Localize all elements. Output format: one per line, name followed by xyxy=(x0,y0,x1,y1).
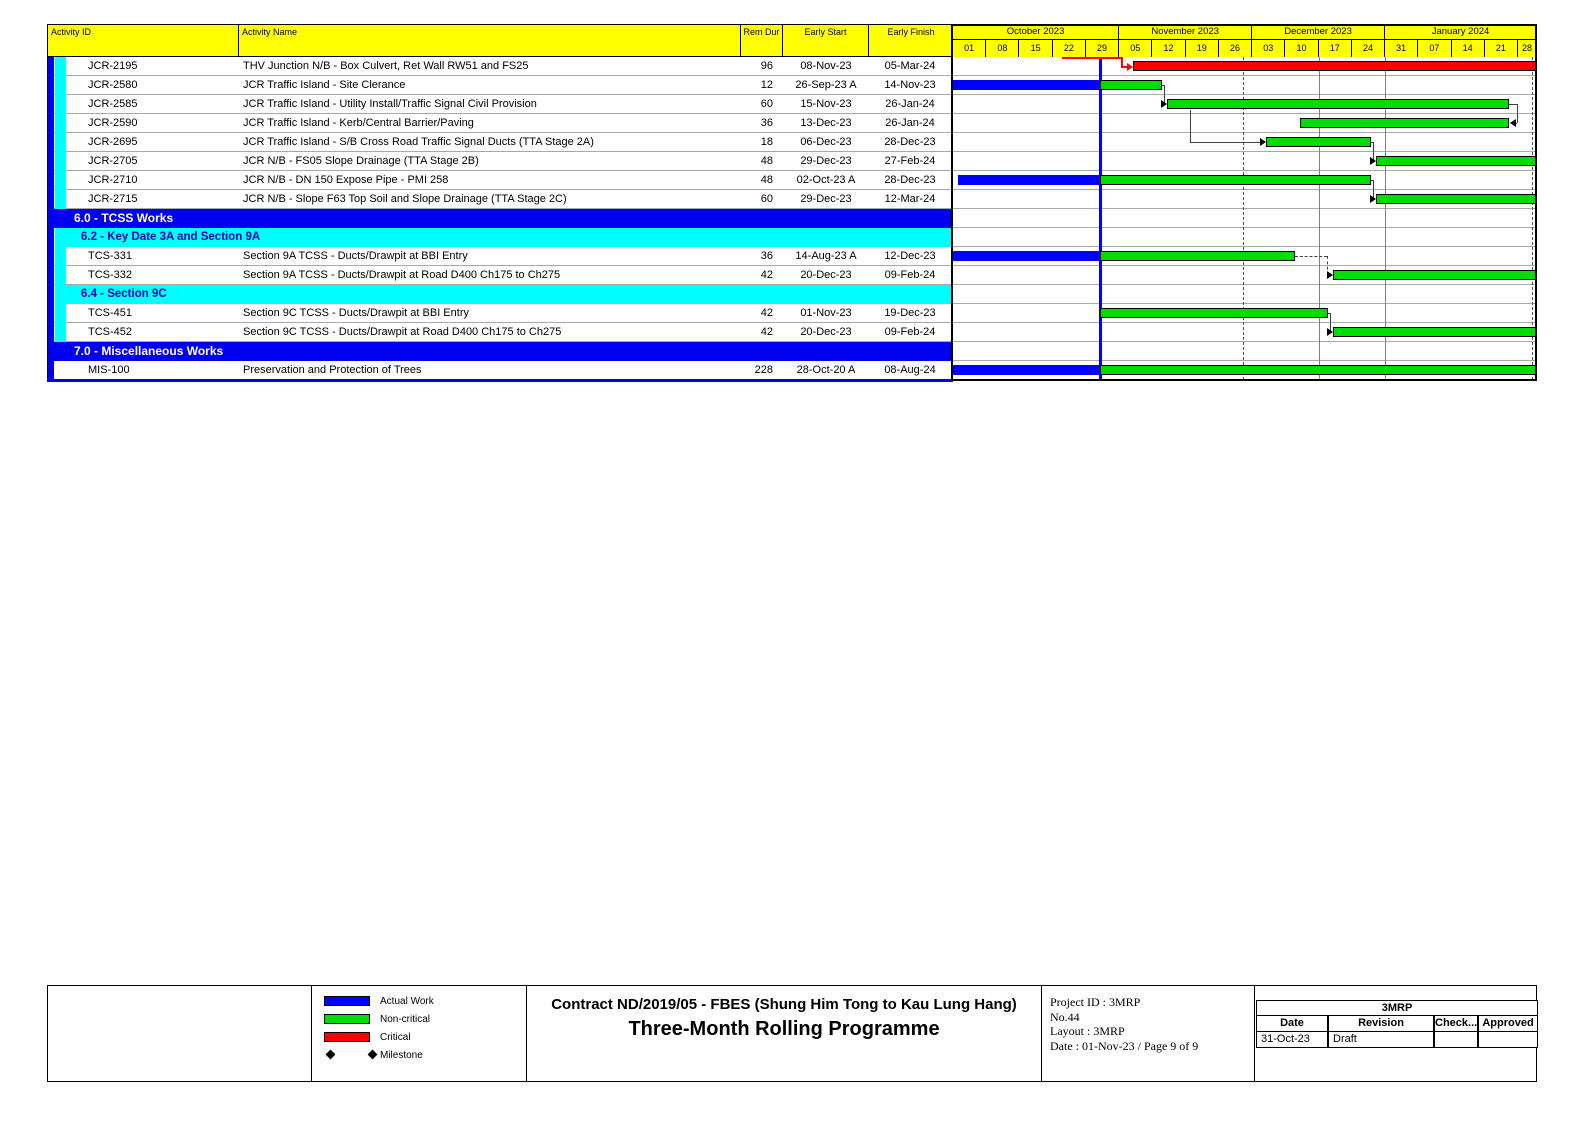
gantt-row-separator xyxy=(953,132,1537,133)
section-label: 6.0 - TCSS Works xyxy=(74,211,174,225)
early-finish-cell: 27-Feb-24 xyxy=(884,155,936,167)
activity-name-cell: Section 9C TCSS - Ducts/Drawpit at BBI Entry xyxy=(243,307,469,319)
rem-dur-cell: 18 xyxy=(760,136,773,148)
early-finish-cell: 26-Jan-24 xyxy=(885,117,935,129)
gantt-row-separator xyxy=(953,208,1537,209)
table-row[interactable] xyxy=(48,361,954,380)
activity-name-cell: Preservation and Protection of Trees xyxy=(243,364,422,376)
early-finish-cell: 09-Feb-24 xyxy=(884,326,936,338)
group-band xyxy=(55,152,66,171)
week-header: 01 xyxy=(953,40,986,57)
week-header: 28 xyxy=(1518,40,1537,57)
activity-id-cell: JCR-2195 xyxy=(88,60,138,72)
activity-table xyxy=(47,57,953,380)
table-row[interactable] xyxy=(48,304,954,323)
gantt-bar-noncritical[interactable] xyxy=(1100,365,1537,375)
legend xyxy=(312,986,526,1081)
table-row[interactable] xyxy=(48,190,954,209)
early-start-cell: 20-Dec-23 xyxy=(800,326,852,338)
section-row[interactable] xyxy=(48,209,954,228)
rem-dur-cell: 42 xyxy=(760,269,773,281)
rem-dur-cell: 48 xyxy=(760,174,773,186)
early-start-cell: 29-Dec-23 xyxy=(800,193,852,205)
milestone-icon xyxy=(368,1050,378,1060)
footer-divider xyxy=(1041,986,1042,1081)
contract-title: Contract ND/2019/05 - FBES (Shung Him Tong to Kau Lung Hang) xyxy=(551,996,1017,1013)
revision-col-header: Check... xyxy=(1434,1015,1478,1032)
early-finish-cell: 12-Mar-24 xyxy=(884,193,936,205)
gantt-row-separator xyxy=(953,246,1537,247)
rem-dur-cell: 42 xyxy=(760,326,773,338)
group-band xyxy=(55,304,66,323)
gantt-row-separator xyxy=(953,94,1537,95)
date-page-line: Date : 01-Nov-23 / Page 9 of 9 xyxy=(1050,1038,1199,1053)
gantt-bar-actual[interactable] xyxy=(953,365,1100,375)
early-finish-cell: 12-Dec-23 xyxy=(884,250,936,262)
revision-row-cell[interactable]: 31-Oct-23 xyxy=(1256,1031,1328,1048)
relationship-line xyxy=(1062,57,1121,59)
timescale-header xyxy=(953,24,1537,57)
column-header-id[interactable]: Activity ID xyxy=(48,25,239,56)
table-row[interactable] xyxy=(48,266,954,285)
week-header: 21 xyxy=(1485,40,1518,57)
gantt-bar-noncritical[interactable] xyxy=(1100,308,1328,318)
week-header: 26 xyxy=(1219,40,1252,57)
week-header: 10 xyxy=(1285,40,1318,57)
table-row[interactable] xyxy=(48,57,954,76)
activity-id-cell: TCS-332 xyxy=(88,269,133,281)
activity-id-cell: JCR-2585 xyxy=(88,98,138,110)
subsection-label: 6.2 - Key Date 3A and Section 9A xyxy=(81,231,261,243)
revision-col-header: Approved xyxy=(1478,1015,1538,1032)
table-row[interactable] xyxy=(48,152,954,171)
week-header: 05 xyxy=(1119,40,1152,57)
relationship-arrow xyxy=(1260,138,1266,146)
relationship-line xyxy=(1121,57,1123,66)
revision-col-header: Date xyxy=(1256,1015,1328,1032)
table-bottom-rule xyxy=(47,379,953,382)
week-header: 29 xyxy=(1086,40,1119,57)
gantt-row-separator xyxy=(953,170,1537,171)
week-header: 07 xyxy=(1418,40,1451,57)
activity-id-cell: JCR-2710 xyxy=(88,174,138,186)
revision-row-cell[interactable]: Draft xyxy=(1328,1031,1434,1048)
week-header: 15 xyxy=(1019,40,1052,57)
rem-dur-cell: 36 xyxy=(760,250,773,262)
legend-label: Actual Work xyxy=(380,996,434,1007)
subsection-label: 6.4 - Section 9C xyxy=(81,288,167,300)
revision-row-cell[interactable] xyxy=(1434,1031,1478,1048)
activity-table-header xyxy=(47,24,953,57)
month-header: October 2023 xyxy=(953,24,1119,40)
relationship-line xyxy=(1509,104,1517,105)
relationship-line xyxy=(1190,110,1191,142)
rem-dur-cell: 60 xyxy=(760,98,773,110)
gantt-bar-critical[interactable] xyxy=(1133,61,1537,71)
layout-line: Layout : 3MRP xyxy=(1050,1024,1125,1038)
table-row[interactable] xyxy=(48,171,954,190)
early-start-cell: 13-Dec-23 xyxy=(800,117,852,129)
legend-label: Milestone xyxy=(380,1050,423,1061)
month-header: January 2024 xyxy=(1385,24,1537,40)
activity-name-cell: JCR Traffic Island - S/B Cross Road Traffic Signal Ducts (TTA Stage 2A) xyxy=(243,136,594,148)
rem-dur-cell: 12 xyxy=(760,79,773,91)
section-label: 7.0 - Miscellaneous Works xyxy=(74,344,224,358)
activity-id-cell: JCR-2590 xyxy=(88,117,138,129)
week-header: 17 xyxy=(1319,40,1352,57)
activity-name-cell: JCR Traffic Island - Site Clerance xyxy=(243,79,406,91)
revision-row-cell[interactable] xyxy=(1478,1031,1538,1048)
table-row[interactable] xyxy=(48,114,954,133)
relationship-arrow xyxy=(1127,63,1133,71)
week-header: 22 xyxy=(1053,40,1086,57)
gantt-bar-noncritical[interactable] xyxy=(1100,175,1371,185)
rem-dur-cell: 48 xyxy=(760,155,773,167)
early-start-cell: 15-Nov-23 xyxy=(800,98,852,110)
programme-title: Three-Month Rolling Programme xyxy=(628,1018,940,1040)
relationship-arrow xyxy=(1327,328,1333,336)
gantt-bar-actual[interactable] xyxy=(953,251,1100,261)
group-band xyxy=(55,95,66,114)
revision-table-title: 3MRP xyxy=(1256,1000,1538,1016)
activity-name-cell: JCR N/B - Slope F63 Top Soil and Slope Drainage (TTA Stage 2C) xyxy=(243,193,567,205)
group-band xyxy=(55,190,66,209)
activity-id-cell: JCR-2705 xyxy=(88,155,138,167)
table-row[interactable] xyxy=(48,323,954,342)
gantt-row-separator xyxy=(953,189,1537,190)
section-row[interactable] xyxy=(48,228,954,247)
activity-id-cell: JCR-2580 xyxy=(88,79,138,91)
gantt-bar-noncritical[interactable] xyxy=(1100,251,1295,261)
gantt-bar-noncritical[interactable] xyxy=(1300,118,1509,128)
early-start-cell: 06-Dec-23 xyxy=(800,136,852,148)
activity-name-cell: Section 9C TCSS - Ducts/Drawpit at Road D400 Ch175 to Ch275 xyxy=(243,326,562,338)
group-spine xyxy=(48,57,54,380)
relationship-line xyxy=(1517,104,1518,123)
activity-id-cell: JCR-2715 xyxy=(88,193,138,205)
gantt-row-separator xyxy=(953,322,1537,323)
activity-name-cell: JCR N/B - FS05 Slope Drainage (TTA Stage 2B) xyxy=(243,155,479,167)
section-row[interactable] xyxy=(48,285,954,304)
week-header: 19 xyxy=(1186,40,1219,57)
data-date-line xyxy=(1099,57,1102,380)
legend-swatch-noncritical xyxy=(324,1014,370,1024)
week-header: 08 xyxy=(986,40,1019,57)
activity-id-cell: TCS-452 xyxy=(88,326,133,338)
early-finish-cell: 19-Dec-23 xyxy=(884,307,936,319)
project-no-line: No.44 xyxy=(1050,1009,1080,1024)
early-start-cell: 26-Sep-23 A xyxy=(795,79,857,91)
week-header: 24 xyxy=(1352,40,1385,57)
legend-swatch-critical xyxy=(324,1032,370,1042)
gantt-row-separator xyxy=(953,151,1537,152)
gantt-row-separator xyxy=(953,360,1537,361)
footer-titleblock xyxy=(47,985,1537,1082)
early-finish-cell: 28-Dec-23 xyxy=(884,136,936,148)
early-start-cell: 02-Oct-23 A xyxy=(796,174,856,186)
early-finish-cell: 05-Mar-24 xyxy=(884,60,936,72)
activity-name-cell: THV Junction N/B - Box Culvert, Ret Wall RW51 and FS25 xyxy=(243,60,529,72)
group-band xyxy=(55,171,66,190)
column-header-start[interactable]: Early Start xyxy=(783,25,869,56)
early-start-cell: 28-Oct-20 A xyxy=(796,364,856,376)
relationship-arrow xyxy=(1161,100,1167,108)
gantt-row-separator xyxy=(953,341,1537,342)
week-header: 03 xyxy=(1252,40,1285,57)
rem-dur-cell: 36 xyxy=(760,117,773,129)
gantt-bar-noncritical[interactable] xyxy=(1167,99,1509,109)
month-header: November 2023 xyxy=(1119,24,1252,40)
revision-col-header: Revision xyxy=(1328,1015,1434,1032)
rem-dur-cell: 96 xyxy=(760,60,773,72)
project-id-line: Project ID : 3MRP xyxy=(1050,995,1141,1009)
activity-name-cell: Section 9A TCSS - Ducts/Drawpit at BBI Entry xyxy=(243,250,468,262)
gantt-bar-noncritical[interactable] xyxy=(1333,327,1537,337)
gantt-bar-noncritical[interactable] xyxy=(1376,194,1537,204)
gantt-row-separator xyxy=(953,75,1537,76)
gantt-row-separator xyxy=(953,265,1537,266)
relationship-arrow xyxy=(1510,119,1516,127)
early-start-cell: 08-Nov-23 xyxy=(800,60,852,72)
early-start-cell: 01-Nov-23 xyxy=(800,307,852,319)
column-header-rem[interactable]: Rem Dur xyxy=(741,25,783,56)
table-row[interactable] xyxy=(48,95,954,114)
rem-dur-cell: 42 xyxy=(760,307,773,319)
gantt-area xyxy=(953,57,1537,380)
gantt-row-separator xyxy=(953,113,1537,114)
section-row[interactable] xyxy=(48,342,954,361)
rem-dur-cell: 228 xyxy=(754,364,773,376)
early-start-cell: 29-Dec-23 xyxy=(800,155,852,167)
week-header: 31 xyxy=(1385,40,1418,57)
group-band xyxy=(55,133,66,152)
week-header: 12 xyxy=(1152,40,1185,57)
month-header: December 2023 xyxy=(1252,24,1385,40)
table-row[interactable] xyxy=(48,247,954,266)
gantt-row-separator xyxy=(953,284,1537,285)
legend-label: Non-critical xyxy=(380,1014,431,1025)
early-start-cell: 20-Dec-23 xyxy=(800,269,852,281)
revision-table xyxy=(1254,986,1538,1081)
activity-name-cell: JCR N/B - DN 150 Expose Pipe - PMI 258 xyxy=(243,174,449,186)
gantt-bar-noncritical[interactable] xyxy=(1100,80,1162,90)
group-band xyxy=(55,266,66,285)
relationship-arrow xyxy=(1370,157,1376,165)
legend-label: Critical xyxy=(380,1032,411,1043)
early-finish-cell: 08-Aug-24 xyxy=(884,364,936,376)
gantt-bar-noncritical[interactable] xyxy=(1333,270,1537,280)
early-finish-cell: 26-Jan-24 xyxy=(885,98,935,110)
gantt-bar-noncritical[interactable] xyxy=(1376,156,1537,166)
group-band xyxy=(55,114,66,133)
relationship-arrow xyxy=(1327,271,1333,279)
project-info xyxy=(1050,995,1250,1075)
milestone-icon xyxy=(326,1050,336,1060)
legend-swatch-actual xyxy=(324,996,370,1006)
activity-id-cell: TCS-451 xyxy=(88,307,133,319)
group-band xyxy=(55,57,66,76)
early-finish-cell: 14-Nov-23 xyxy=(884,79,936,91)
early-finish-cell: 28-Dec-23 xyxy=(884,174,936,186)
activity-name-cell: JCR Traffic Island - Kerb/Central Barrier/Paving xyxy=(243,117,474,129)
column-header-name[interactable]: Activity Name xyxy=(239,25,741,56)
gantt-bar-noncritical[interactable] xyxy=(1266,137,1370,147)
gantt-bar-actual[interactable] xyxy=(953,80,1100,90)
table-row[interactable] xyxy=(48,76,954,95)
gantt-row-separator xyxy=(953,379,1537,380)
activity-id-cell: JCR-2695 xyxy=(88,136,138,148)
group-band xyxy=(55,323,66,342)
activity-id-cell: TCS-331 xyxy=(88,250,133,262)
rem-dur-cell: 60 xyxy=(760,193,773,205)
relationship-line xyxy=(1190,142,1261,143)
early-start-cell: 14-Aug-23 A xyxy=(795,250,857,262)
group-band xyxy=(55,76,66,95)
relationship-line xyxy=(1295,256,1327,258)
activity-name-cell: Section 9A TCSS - Ducts/Drawpit at Road D400 Ch175 to Ch275 xyxy=(243,269,561,281)
activity-name-cell: JCR Traffic Island - Utility Install/Traffic Signal Civil Provision xyxy=(243,98,537,110)
column-header-finish[interactable]: Early Finish xyxy=(869,25,954,56)
gantt-row-separator xyxy=(953,303,1537,304)
early-finish-cell: 09-Feb-24 xyxy=(884,269,936,281)
table-row[interactable] xyxy=(48,133,954,152)
gantt-bar-actual[interactable] xyxy=(958,175,1100,185)
activity-id-cell: MIS-100 xyxy=(88,364,130,376)
title-block xyxy=(527,986,1041,1081)
relationship-arrow xyxy=(1370,195,1376,203)
week-header: 14 xyxy=(1452,40,1485,57)
group-band xyxy=(55,247,66,266)
gantt-row-separator xyxy=(953,227,1537,228)
